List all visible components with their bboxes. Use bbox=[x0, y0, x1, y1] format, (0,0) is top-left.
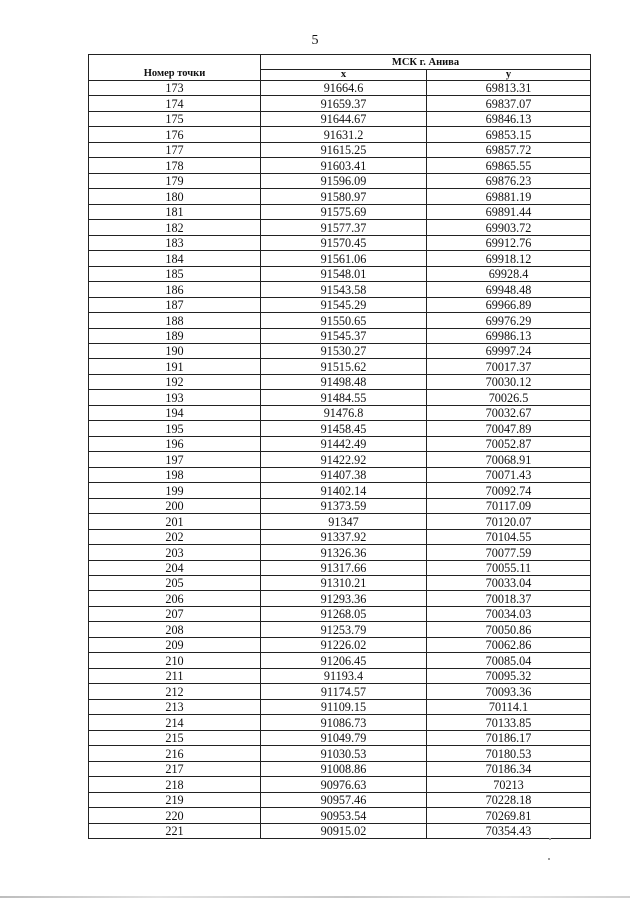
y-value-cell: 70114.1 bbox=[427, 699, 591, 714]
point-number-cell: 212 bbox=[89, 684, 261, 699]
table-row bbox=[89, 142, 591, 157]
y-value-cell: 70068.91 bbox=[427, 452, 591, 467]
x-value-cell: 91293.36 bbox=[261, 591, 427, 606]
x-value-cell: 91644.67 bbox=[261, 111, 427, 126]
point-number-cell: 208 bbox=[89, 622, 261, 637]
scan-speck bbox=[549, 838, 551, 840]
x-value-cell: 91458.45 bbox=[261, 421, 427, 436]
point-number-cell: 203 bbox=[89, 545, 261, 560]
table-row bbox=[89, 359, 591, 374]
point-number-cell: 187 bbox=[89, 297, 261, 312]
point-number-cell: 198 bbox=[89, 467, 261, 482]
table-row bbox=[89, 637, 591, 652]
point-number-cell: 192 bbox=[89, 374, 261, 389]
table-row bbox=[89, 297, 591, 312]
x-value-cell: 91008.86 bbox=[261, 761, 427, 776]
point-number-cell: 183 bbox=[89, 235, 261, 250]
table-row bbox=[89, 235, 591, 250]
x-value-cell: 90976.63 bbox=[261, 777, 427, 792]
y-value-cell: 70180.53 bbox=[427, 746, 591, 761]
table-row bbox=[89, 514, 591, 529]
table-row bbox=[89, 405, 591, 420]
y-value-cell: 69846.13 bbox=[427, 111, 591, 126]
y-value-cell: 70186.34 bbox=[427, 761, 591, 776]
y-value-cell: 70117.09 bbox=[427, 498, 591, 513]
point-number-cell: 200 bbox=[89, 498, 261, 513]
table-row bbox=[89, 715, 591, 730]
y-value-cell: 70077.59 bbox=[427, 545, 591, 560]
coordinates-table bbox=[88, 54, 591, 839]
table-row bbox=[89, 746, 591, 761]
point-number-cell: 180 bbox=[89, 189, 261, 204]
y-value-cell: 69853.15 bbox=[427, 127, 591, 142]
table-row bbox=[89, 622, 591, 637]
scan-edge-line bbox=[0, 896, 630, 898]
header-point-number: Номер точки bbox=[89, 55, 261, 81]
table-row bbox=[89, 111, 591, 126]
y-value-cell: 70186.17 bbox=[427, 730, 591, 745]
x-value-cell: 91664.6 bbox=[261, 81, 427, 96]
y-value-cell: 69966.89 bbox=[427, 297, 591, 312]
point-number-cell: 185 bbox=[89, 266, 261, 281]
point-number-cell: 211 bbox=[89, 668, 261, 683]
table-row bbox=[89, 808, 591, 823]
header-x: x bbox=[261, 70, 427, 81]
y-value-cell: 70034.03 bbox=[427, 606, 591, 621]
x-value-cell: 91580.97 bbox=[261, 189, 427, 204]
x-value-cell: 90915.02 bbox=[261, 823, 427, 838]
x-value-cell: 91561.06 bbox=[261, 251, 427, 266]
x-value-cell: 90953.54 bbox=[261, 808, 427, 823]
table-row bbox=[89, 127, 591, 142]
point-number-cell: 209 bbox=[89, 637, 261, 652]
table-row bbox=[89, 591, 591, 606]
y-value-cell: 70050.86 bbox=[427, 622, 591, 637]
x-value-cell: 91109.15 bbox=[261, 699, 427, 714]
table-row bbox=[89, 576, 591, 591]
table-row bbox=[89, 823, 591, 838]
x-value-cell: 91631.2 bbox=[261, 127, 427, 142]
x-value-cell: 91545.37 bbox=[261, 328, 427, 343]
point-number-cell: 195 bbox=[89, 421, 261, 436]
header-coordinate-system: МСК г. Анива bbox=[261, 55, 591, 70]
x-value-cell: 91530.27 bbox=[261, 343, 427, 358]
point-number-cell: 197 bbox=[89, 452, 261, 467]
point-number-cell: 178 bbox=[89, 158, 261, 173]
x-value-cell: 91226.02 bbox=[261, 637, 427, 652]
table-row bbox=[89, 684, 591, 699]
point-number-cell: 191 bbox=[89, 359, 261, 374]
point-number-cell: 194 bbox=[89, 405, 261, 420]
x-value-cell: 91086.73 bbox=[261, 715, 427, 730]
y-value-cell: 69997.24 bbox=[427, 343, 591, 358]
point-number-cell: 205 bbox=[89, 576, 261, 591]
table-row bbox=[89, 282, 591, 297]
table-row bbox=[89, 81, 591, 96]
x-value-cell: 91030.53 bbox=[261, 746, 427, 761]
table-row bbox=[89, 266, 591, 281]
y-value-cell: 70120.07 bbox=[427, 514, 591, 529]
x-value-cell: 91550.65 bbox=[261, 313, 427, 328]
x-value-cell: 91548.01 bbox=[261, 266, 427, 281]
table-row bbox=[89, 390, 591, 405]
x-value-cell: 91326.36 bbox=[261, 545, 427, 560]
point-number-cell: 201 bbox=[89, 514, 261, 529]
y-value-cell: 70071.43 bbox=[427, 467, 591, 482]
y-value-cell: 69912.76 bbox=[427, 235, 591, 250]
point-number-cell: 190 bbox=[89, 343, 261, 358]
table-row bbox=[89, 483, 591, 498]
x-value-cell: 91498.48 bbox=[261, 374, 427, 389]
table-row bbox=[89, 668, 591, 683]
y-value-cell: 70354.43 bbox=[427, 823, 591, 838]
table-row bbox=[89, 498, 591, 513]
x-value-cell: 91615.25 bbox=[261, 142, 427, 157]
y-value-cell: 69891.44 bbox=[427, 204, 591, 219]
point-number-cell: 207 bbox=[89, 606, 261, 621]
y-value-cell: 69857.72 bbox=[427, 142, 591, 157]
x-value-cell: 91347 bbox=[261, 514, 427, 529]
point-number-cell: 196 bbox=[89, 436, 261, 451]
table-row bbox=[89, 699, 591, 714]
x-value-cell: 91484.55 bbox=[261, 390, 427, 405]
table-row bbox=[89, 792, 591, 807]
x-value-cell: 91596.09 bbox=[261, 173, 427, 188]
table-row bbox=[89, 251, 591, 266]
y-value-cell: 70085.04 bbox=[427, 653, 591, 668]
point-number-cell: 179 bbox=[89, 173, 261, 188]
table-row bbox=[89, 173, 591, 188]
x-value-cell: 91422.92 bbox=[261, 452, 427, 467]
y-value-cell: 70092.74 bbox=[427, 483, 591, 498]
point-number-cell: 204 bbox=[89, 560, 261, 575]
x-value-cell: 91402.14 bbox=[261, 483, 427, 498]
point-number-cell: 217 bbox=[89, 761, 261, 776]
point-number-cell: 173 bbox=[89, 81, 261, 96]
point-number-cell: 199 bbox=[89, 483, 261, 498]
x-value-cell: 91515.62 bbox=[261, 359, 427, 374]
x-value-cell: 91049.79 bbox=[261, 730, 427, 745]
point-number-cell: 202 bbox=[89, 529, 261, 544]
point-number-cell: 193 bbox=[89, 390, 261, 405]
y-value-cell: 70047.89 bbox=[427, 421, 591, 436]
x-value-cell: 91659.37 bbox=[261, 96, 427, 111]
table-row bbox=[89, 189, 591, 204]
y-value-cell: 70228.18 bbox=[427, 792, 591, 807]
coordinates-table-body bbox=[89, 81, 591, 839]
point-number-cell: 177 bbox=[89, 142, 261, 157]
point-number-cell: 181 bbox=[89, 204, 261, 219]
point-number-cell: 216 bbox=[89, 746, 261, 761]
y-value-cell: 69865.55 bbox=[427, 158, 591, 173]
point-number-cell: 206 bbox=[89, 591, 261, 606]
y-value-cell: 69881.19 bbox=[427, 189, 591, 204]
table-row bbox=[89, 421, 591, 436]
x-value-cell: 91575.69 bbox=[261, 204, 427, 219]
table-row bbox=[89, 606, 591, 621]
x-value-cell: 91476.8 bbox=[261, 405, 427, 420]
x-value-cell: 91577.37 bbox=[261, 220, 427, 235]
x-value-cell: 91373.59 bbox=[261, 498, 427, 513]
point-number-cell: 220 bbox=[89, 808, 261, 823]
point-number-cell: 213 bbox=[89, 699, 261, 714]
point-number-cell: 189 bbox=[89, 328, 261, 343]
y-value-cell: 69813.31 bbox=[427, 81, 591, 96]
y-value-cell: 70104.55 bbox=[427, 529, 591, 544]
x-value-cell: 91407.38 bbox=[261, 467, 427, 482]
point-number-cell: 186 bbox=[89, 282, 261, 297]
x-value-cell: 91253.79 bbox=[261, 622, 427, 637]
table-row bbox=[89, 777, 591, 792]
table-row bbox=[89, 560, 591, 575]
table-row bbox=[89, 436, 591, 451]
x-value-cell: 91310.21 bbox=[261, 576, 427, 591]
point-number-cell: 215 bbox=[89, 730, 261, 745]
table-row bbox=[89, 220, 591, 235]
y-value-cell: 70052.87 bbox=[427, 436, 591, 451]
point-number-cell: 175 bbox=[89, 111, 261, 126]
y-value-cell: 70026.5 bbox=[427, 390, 591, 405]
point-number-cell: 176 bbox=[89, 127, 261, 142]
y-value-cell: 69948.48 bbox=[427, 282, 591, 297]
point-number-cell: 210 bbox=[89, 653, 261, 668]
y-value-cell: 70032.67 bbox=[427, 405, 591, 420]
x-value-cell: 91206.45 bbox=[261, 653, 427, 668]
table-row bbox=[89, 313, 591, 328]
y-value-cell: 69876.23 bbox=[427, 173, 591, 188]
point-number-cell: 188 bbox=[89, 313, 261, 328]
y-value-cell: 70213 bbox=[427, 777, 591, 792]
x-value-cell: 91174.57 bbox=[261, 684, 427, 699]
table-row bbox=[89, 158, 591, 173]
y-value-cell: 70017.37 bbox=[427, 359, 591, 374]
y-value-cell: 69928.4 bbox=[427, 266, 591, 281]
x-value-cell: 91543.58 bbox=[261, 282, 427, 297]
y-value-cell: 70030.12 bbox=[427, 374, 591, 389]
table-row bbox=[89, 545, 591, 560]
y-value-cell: 70033.04 bbox=[427, 576, 591, 591]
point-number-cell: 184 bbox=[89, 251, 261, 266]
table-row bbox=[89, 374, 591, 389]
point-number-cell: 174 bbox=[89, 96, 261, 111]
point-number-cell: 182 bbox=[89, 220, 261, 235]
x-value-cell: 91570.45 bbox=[261, 235, 427, 250]
table-row bbox=[89, 730, 591, 745]
y-value-cell: 70018.37 bbox=[427, 591, 591, 606]
y-value-cell: 69837.07 bbox=[427, 96, 591, 111]
table-row bbox=[89, 204, 591, 219]
y-value-cell: 70062.86 bbox=[427, 637, 591, 652]
x-value-cell: 91545.29 bbox=[261, 297, 427, 312]
y-value-cell: 70055.11 bbox=[427, 560, 591, 575]
y-value-cell: 69903.72 bbox=[427, 220, 591, 235]
table-row bbox=[89, 529, 591, 544]
x-value-cell: 91317.66 bbox=[261, 560, 427, 575]
point-number-cell: 219 bbox=[89, 792, 261, 807]
y-value-cell: 70095.32 bbox=[427, 668, 591, 683]
x-value-cell: 91442.49 bbox=[261, 436, 427, 451]
y-value-cell: 70269.81 bbox=[427, 808, 591, 823]
y-value-cell: 70093.36 bbox=[427, 684, 591, 699]
header-y: y bbox=[427, 70, 591, 81]
y-value-cell: 69918.12 bbox=[427, 251, 591, 266]
scan-speck bbox=[548, 858, 550, 860]
table-row bbox=[89, 452, 591, 467]
y-value-cell: 69976.29 bbox=[427, 313, 591, 328]
y-value-cell: 69986.13 bbox=[427, 328, 591, 343]
table-row bbox=[89, 328, 591, 343]
table-row bbox=[89, 653, 591, 668]
x-value-cell: 91268.05 bbox=[261, 606, 427, 621]
x-value-cell: 91337.92 bbox=[261, 529, 427, 544]
point-number-cell: 218 bbox=[89, 777, 261, 792]
table-row bbox=[89, 467, 591, 482]
table-row bbox=[89, 343, 591, 358]
table-row bbox=[89, 761, 591, 776]
x-value-cell: 90957.46 bbox=[261, 792, 427, 807]
y-value-cell: 70133.85 bbox=[427, 715, 591, 730]
x-value-cell: 91603.41 bbox=[261, 158, 427, 173]
point-number-cell: 221 bbox=[89, 823, 261, 838]
point-number-cell: 214 bbox=[89, 715, 261, 730]
page-number: 5 bbox=[311, 33, 319, 48]
table-row bbox=[89, 96, 591, 111]
x-value-cell: 91193.4 bbox=[261, 668, 427, 683]
